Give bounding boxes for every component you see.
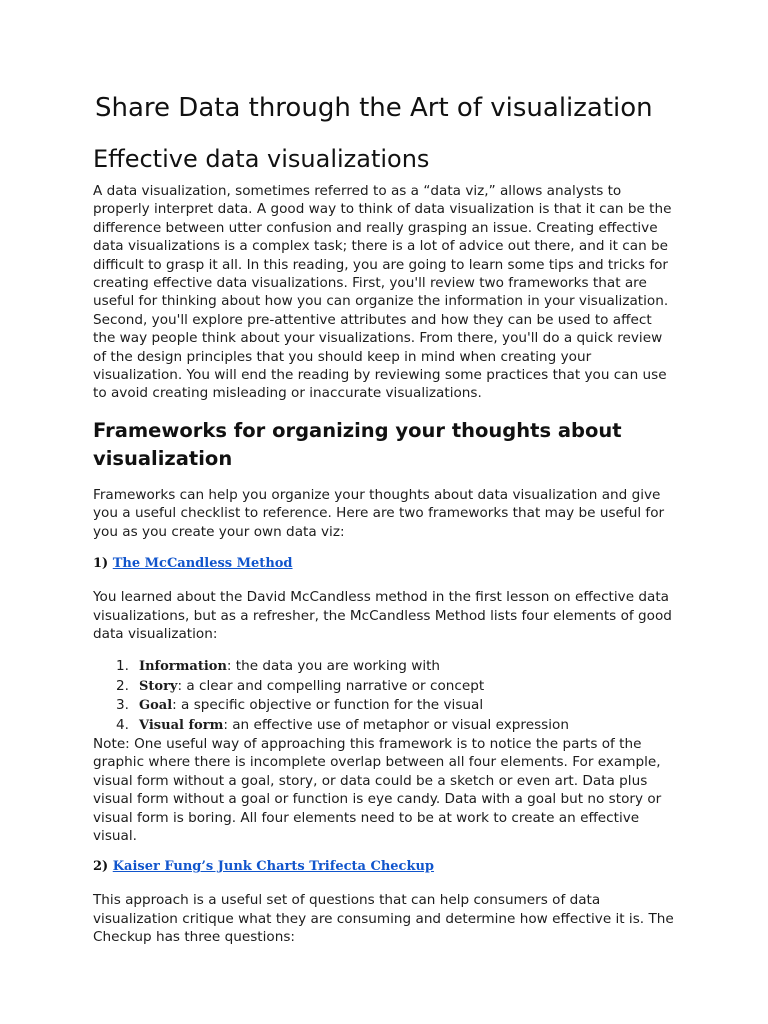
list-item xyxy=(116,716,678,735)
fung-trifecta-link[interactable]: Kaiser Fung’s Junk Charts Trifecta Checkup xyxy=(112,859,435,875)
list-item xyxy=(116,677,678,696)
mccandless-elements-list xyxy=(93,657,678,735)
mccandless-note: Note: One useful way of approaching this framework is to notice the parts of the graphic where there is incomplete overlap between all four elements. For example, visual form without a goal, story, or data could be a sketch or even art. Data plus visual form without a goal or function is eye candy. Data with a goal but no story or visual form is boring. All four elements need to be at work to create an effective visual. xyxy=(93,735,662,844)
mccandless-number: 1) xyxy=(93,556,109,572)
list-item xyxy=(116,657,678,676)
list-item-description: : a clear and compelling narrative or concept xyxy=(177,677,485,694)
list-item xyxy=(116,696,678,715)
list-item-number: 3. xyxy=(116,697,129,714)
mccandless-description: You learned about the David McCandless method in the first lesson on effective data visualizations, but as a refresher, the McCandless Method lists four elements of good data visualization: xyxy=(93,589,672,642)
mccandless-heading xyxy=(93,555,678,573)
document-title: Share Data through the Art of visualization xyxy=(95,93,653,123)
list-item-term: Information xyxy=(139,659,227,675)
checkup-description: This approach is a useful set of questions that can help consumers of data visualization critique what they are consuming and determine how effective it is. The Checkup has three questions: xyxy=(93,892,674,946)
list-item-description: : an effective use of metaphor or visual expression xyxy=(223,716,569,733)
document-page xyxy=(93,88,678,947)
list-item-number: 2. xyxy=(116,677,129,694)
frameworks-intro-paragraph: Frameworks can help you organize your thoughts about data visualization and give you a useful checklist to reference. Here are two frameworks that may be useful for you as you create your own data viz: xyxy=(93,486,665,540)
intro-paragraph: A data visualization, sometimes referred to as a “data viz,” allows analysts to properly interpret data. A good way to think of data visualization is that it can be the difference between utter confusion and really grasping an issue. Creating effective data visualizations is a complex task; there is a lot of advice out there, and it can be difficult to grasp it all. In this reading, you are going to learn some tips and tricks for creating effective data visualizations. First, you'll review two frameworks that are useful for thinking about how you can organize the information in your visualization. Second, you'll explore pre-attentive attributes and how they can be used to affect the way people think about your visualizations. From there, you'll do a quick review of the design principles that you should keep in mind when creating your visualization. You will end the reading by reviewing some practices that you can use to avoid creating misleading or inaccurate visualizations. xyxy=(93,183,672,402)
list-item-term: Goal xyxy=(139,698,173,714)
list-item-number: 4. xyxy=(116,716,129,733)
list-item-term: Visual form xyxy=(139,717,224,733)
frameworks-heading: Frameworks for organizing your thoughts about visualization xyxy=(93,418,622,470)
mccandless-method-link[interactable]: The McCandless Method xyxy=(112,556,293,572)
fung-number: 2) xyxy=(93,859,109,875)
list-item-description: : a specific objective or function for the visual xyxy=(172,697,484,714)
list-item-term: Story xyxy=(139,678,178,694)
list-item-description: : the data you are working with xyxy=(226,658,441,675)
fung-heading xyxy=(93,858,678,876)
section-title: Effective data visualizations xyxy=(93,145,430,173)
list-item-number: 1. xyxy=(116,658,129,675)
